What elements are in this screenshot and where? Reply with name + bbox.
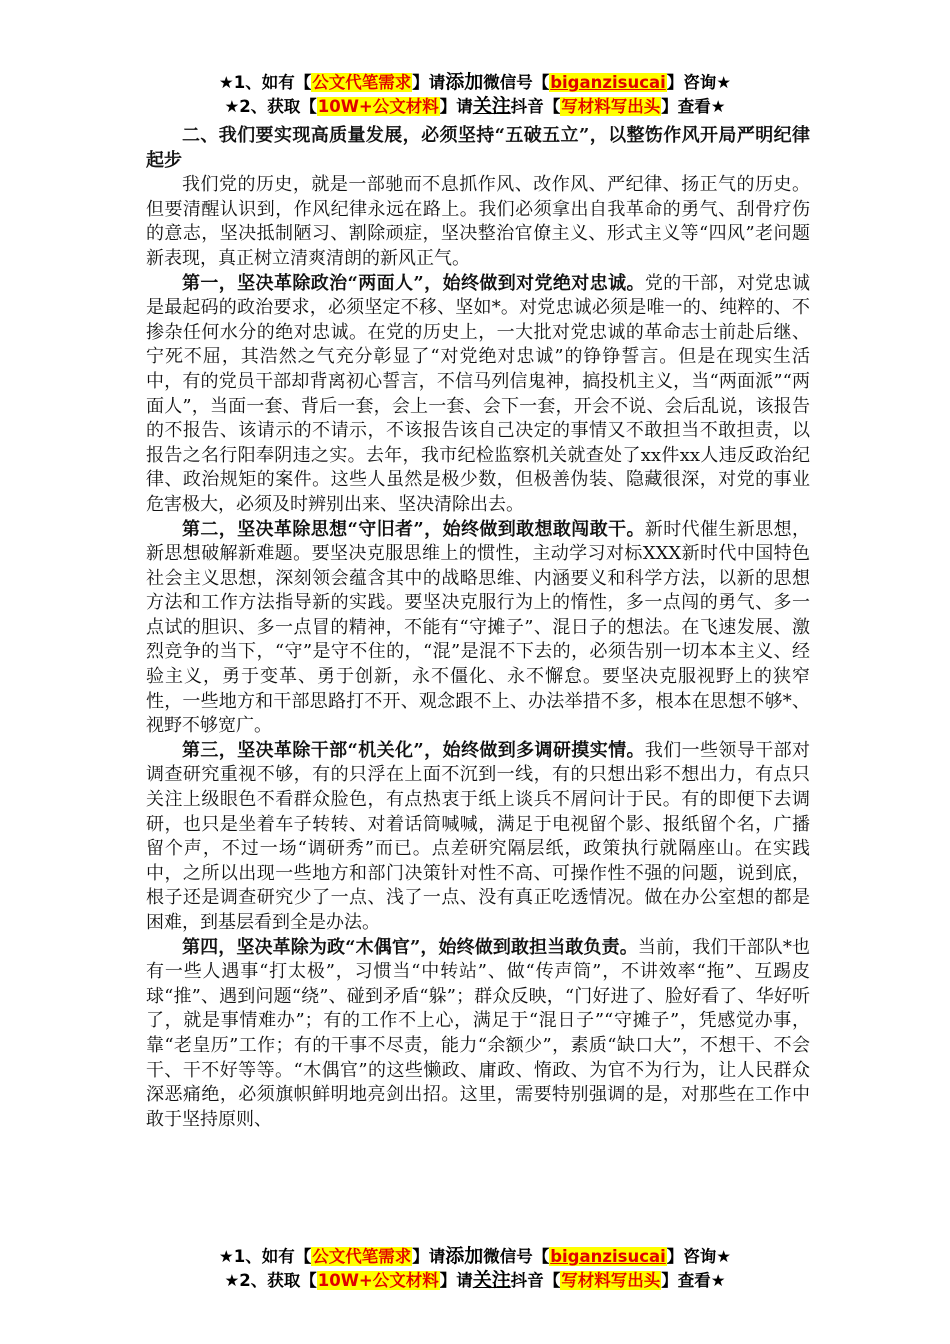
banner-text: 】咨询★ xyxy=(666,73,732,92)
banner-line-2 xyxy=(0,94,950,118)
paragraph-3 xyxy=(146,739,810,936)
paragraph-2 xyxy=(146,518,810,739)
banner-text: 】请 xyxy=(439,97,473,116)
banner-text: 】请 xyxy=(439,1271,473,1290)
banner-line-2 xyxy=(0,1268,950,1292)
bottom-banner xyxy=(0,1244,950,1292)
banner-text: 微信号【 xyxy=(483,1247,550,1266)
banner-text: ★2、获取【 xyxy=(224,97,317,116)
banner-text: 抖音【 xyxy=(510,1271,561,1290)
banner-emphasis: 关注 xyxy=(472,95,511,117)
paragraph-body: 当前，我们干部队*也有一些人遇事“打太极”，习惯当“中转站”、做“传声筒”，不讲效率“拖”、互踢皮球“推”、遇到问题“绕”、碰到矛盾“躲”；群众反映，“门好进了、脸好看了、华好听了，就是事情难办”；有的工作不上心，满足于“混日子”“守摊子”，凭感觉办事，靠“老皇历”工作；有的干事不尽责，能力“余额少”，素质“缺口大”，不想干、不会干、干不好等等。“木偶官”的这些懒政、庸政、惰政、为官不为行为，让人民群众深恶痛绝，必须旗帜鲜明地亮剑出招。这里，需要特别强调的是，对那些在工作中敢于坚持原则、 xyxy=(146,936,810,1130)
banner-emphasis: 关注 xyxy=(472,1269,511,1291)
paragraph-body: 我们一些领导干部对调查研究重视不够，有的只浮在上面不沉到一线，有的只想出彩不想出力，有点只关注上级眼色不看群众脸色，有点热衷于纸上谈兵不屑问计于民。有的即便下去调研，也只是坐着车子转转、对着话筒喊喊，满足于电视留个影、报纸留个名，广播留个声，不过一场“调研秀”而已。点差研究隔层纸，政策执行就隔座山。在实践中，之所以出现一些地方和部门决策针对性不高、可操作性不强的问题，说到底，根子还是调查研究少了一点、浅了一点、没有真正吃透情况。做在办公室想的都是困难，到基层看到全是办法。 xyxy=(146,739,810,933)
banner-text: 】请 xyxy=(412,1247,446,1266)
banner-text: 】请 xyxy=(412,73,446,92)
banner-emphasis: 添加 xyxy=(445,71,484,93)
paragraph-1 xyxy=(146,272,810,518)
banner-text: ★1、如有【 xyxy=(218,73,312,92)
paragraph-body: 新时代催生新思想，新思想破解新难题。要坚决克服思维上的惯性，主动学习对标XXX新时代中国特色社会主义思想，深刻领会蕴含其中的战略思维、内涵要义和科学方法，以新的思想方法和工作方法指导新的实践。要坚决克服行为上的惰性，多一点闯的勇气、多一点试的胆识、多一点冒的精神，不能有“守摊子”、混日子的想法。在飞速发展、激烈竞争的当下，“守”是守不住的，“混”是混不下去的，必须告别一切本本主义、经验主义，勇于变革、勇于创新，永不僵化、永不懈怠。要坚决克服视野上的狭窄性，一些地方和干部思路打不开、观念跟不上、办法举措不多，根本在思想不够*、视野不够宽广。 xyxy=(146,518,810,737)
banner-text: 】查看★ xyxy=(661,1271,726,1290)
banner-text: 抖音【 xyxy=(510,97,561,116)
highlight-materials: 10W+公文材料 xyxy=(317,1271,439,1290)
document-body xyxy=(146,124,810,1132)
highlight-douyin-id: 写材料写出头 xyxy=(561,97,661,116)
highlight-wechat-id: biganzisucai xyxy=(550,73,666,92)
banner-text: 】咨询★ xyxy=(666,1247,732,1266)
paragraph-4 xyxy=(146,936,810,1133)
banner-emphasis: 添加 xyxy=(445,1245,484,1267)
paragraph-lead: 第二，坚决革除思想“守旧者”，始终做到敢想敢闯敢干。 xyxy=(182,518,645,540)
paragraph-lead: 第一，坚决革除政治“两面人”，始终做到对党绝对忠诚。 xyxy=(182,272,645,294)
banner-text: ★1、如有【 xyxy=(218,1247,312,1266)
paragraph-body: 党的干部，对党忠诚是最起码的政治要求，必须坚定不移、坚如*。对党忠诚必须是唯一的、纯粹的、不掺杂任何水分的绝对忠诚。在党的历史上，一大批对党忠诚的革命志士前赴后继、宁死不屈，其浩然之气充分彰显了“对党绝对忠诚”的铮铮誓言。但是在现实生活中，有的党员干部却背离初心誓言，不信马列信鬼神，搞投机主义，当“两面派”“两面人”，当面一套、背后一套，会上一套、会下一套，开会不说、会后乱说，该报告的不报告、该请示的不请示，不该报告该自己决定的事情又不敢担当不敢担责，以报告之名行阳奉阴违之实。去年，我市纪检监察机关就查处了xx件xx人违反政治纪律、政治规矩的案件。这些人虽然是极少数，但极善伪装、隐藏很深，对党的事业危害极大，必须及时辨别出来、坚决清除出去。 xyxy=(146,272,810,515)
banner-text: 微信号【 xyxy=(483,73,550,92)
banner-line-1 xyxy=(0,1244,950,1268)
paragraph-lead: 第四，坚决革除为政“木偶官”，始终做到敢担当敢负责。 xyxy=(182,936,638,958)
paragraph-lead: 第三，坚决革除干部“机关化”，始终做到多调研摸实情。 xyxy=(182,739,645,761)
banner-text: 】查看★ xyxy=(661,97,726,116)
highlight-materials: 10W+公文材料 xyxy=(317,97,439,116)
banner-line-1 xyxy=(0,70,950,94)
section-heading: 二、我们要实现高质量发展，必须坚持“五破五立”，以整饬作风开局严明纪律起步 xyxy=(146,125,810,171)
banner-text: ★2、获取【 xyxy=(224,1271,317,1290)
highlight-service: 公文代笔需求 xyxy=(312,73,412,92)
top-banner xyxy=(0,70,950,118)
intro-paragraph: 我们党的历史，就是一部驰而不息抓作风、改作风、严纪律、扬正气的历史。但要清醒认识到，作风纪律永远在路上。我们必须拿出自我革命的勇气、刮骨疗伤的意志，坚决抵制陋习、割除顽症，坚决整治官僚主义、形式主义等“四风”老问题新表现，真正树立清爽清朗的新风正气。 xyxy=(146,174,810,269)
highlight-wechat-id: biganzisucai xyxy=(550,1247,666,1266)
highlight-service: 公文代笔需求 xyxy=(312,1247,412,1266)
highlight-douyin-id: 写材料写出头 xyxy=(561,1271,661,1290)
